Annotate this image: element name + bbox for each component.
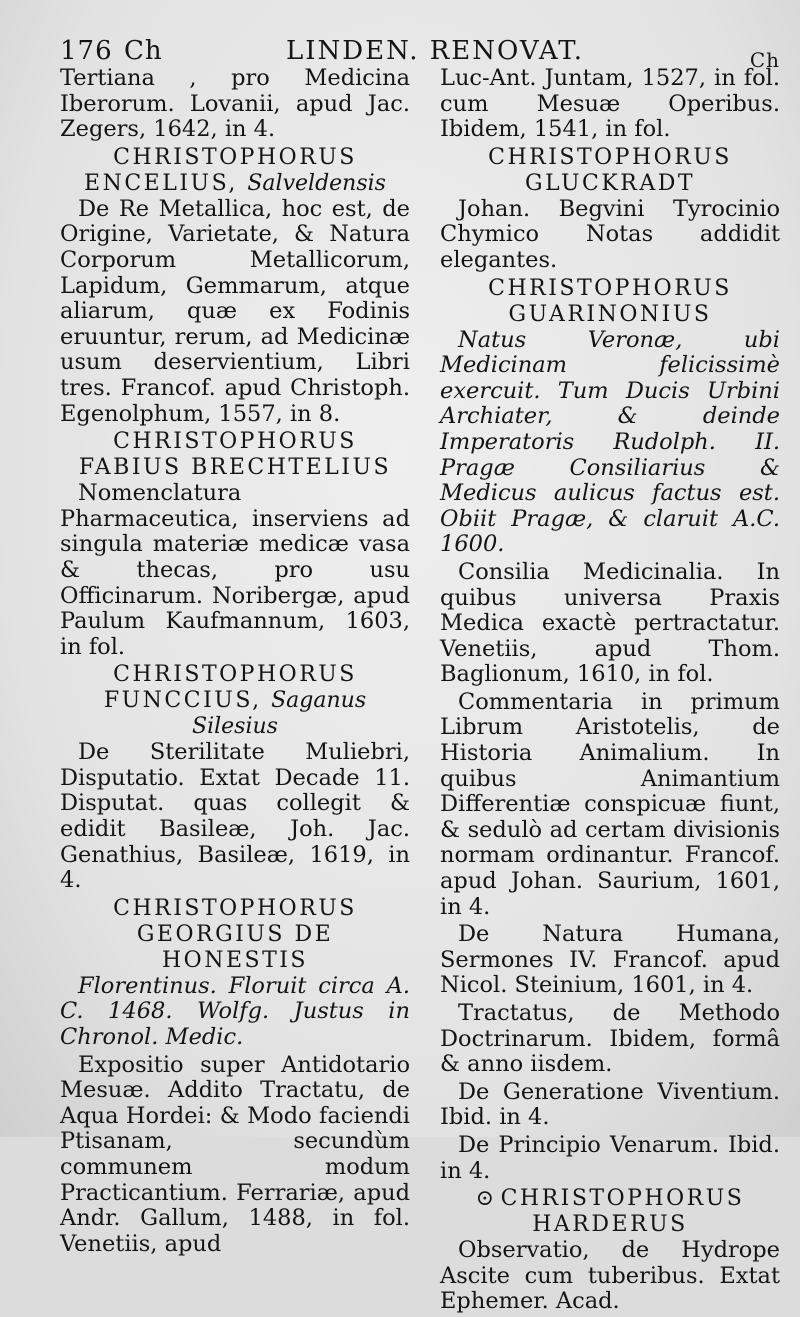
page-number: 176 [60,36,113,66]
entry-text: De Generatione Viventium. Ibid. in 4. [440,1078,780,1131]
entry-text: Observatio, de Hydrope Ascite cum tuberibus. Extat Ephemer. Acad. [440,1237,780,1315]
entry-text: Luc-Ant. Juntam, 1527, in fol. cum Mesuæ Operibus. Ibidem, 1541, in fol. [440,65,780,143]
entry-text: Commentaria in primum Librum Aristotelis, de Historia Animalium. In quibus Animantium Differentiæ conspicuæ fiunt, & sedulò ad certam divisionis normam ordinantur. Francof. apud Johan. Saurium, 1601, in 4. [440,688,780,920]
entry-text: Consilia Medicinalia. In quibus universa Praxis Medica exactè pertractatur. Venetiis, apud Thom. Baglionum, 1610, in fol. [440,558,780,688]
entry-text: Tertiana , pro Medicina Iberorum. Lovanii, apud Jac. Zegers, 1642, in 4. [60,65,410,143]
entry-heading [60,145,410,197]
entry-text: De Sterilitate Muliebri, Disputatio. Extat Decade 11. Disputat. quas collegit & edidit Basileæ, Joh. Jac. Genathius, Basileæ, 1619, in 4. [60,739,410,894]
running-head [60,30,780,72]
entry-heading-subtitle: Saganus Silesius [192,688,367,740]
entry-heading: CHRISTOPHORUS GUARINONIUS [488,275,732,327]
entry-text: De Principio Venarum. Ibid. in 4. [440,1131,780,1184]
entry-heading: CHRISTOPHORUS GLUCKRADT [488,144,732,196]
entry-heading [60,662,410,740]
entry-text: Nomenclatura Pharmaceutica, inserviens ad singula materiæ medicæ vasa & thecas, pro usu Officinarum. Noribergæ, apud Paulum Kaufmannum, 1603, in fol. [60,480,410,660]
running-title: LINDEN. RENOVAT. [286,36,585,66]
entry-biography: Florentinus. Floruit circa A. C. 1468. Wolfg. Justus in Chronol. Medic. [60,972,410,1051]
circle-dot-icon: ⊙ [475,1186,497,1212]
entry-heading-subtitle: Salveldensis [247,170,386,196]
entry-biography: Natus Veronæ, ubi Medicinam felicissimè exercuit. Tum Ducis Urbini Archiater, & deinde Imperatoris Rudolph. II. Pragæ Consiliarius & Medicus aulicus factus est. Obiit Pragæ, & claruit A.C. 1600. [440,326,780,558]
entry-text: De Natura Humana, Sermones IV. Francof. apud Nicol. Steinium, 1601, in 4. [440,921,780,999]
left-column [60,66,410,1259]
entry-heading: CHRISTOPHORUS GEORGIUS DE HONESTIS [113,895,357,973]
right-column [440,66,780,1317]
entry-heading: CHRISTOPHORUS FABIUS BRECHTELIUS [78,429,392,481]
entry-heading-name: CHRISTOPHORUS HARDERUS [500,1186,745,1238]
entry-text: Expositio super Antidotario Mesuæ. Addito Tractatu, de Aqua Hordei: & Modo faciendi Ptisanam, secundùm communem modum Practicantium. Ferrariæ, apud Andr. Gallum, 1488, in fol. Venetiis, apud [60,1051,410,1257]
entry-heading-name: CHRISTOPHORUS ENCELIUS, [84,144,357,196]
entry-text: Johan. Begvini Tyrocinio Chymico Notas addidit elegantes. [440,195,780,273]
section-abbr-left: Ch [124,36,163,66]
entry-heading [440,1186,780,1238]
section-abbr-right: Ch [749,48,780,72]
entry-text: Tractatus, de Methodo Doctrinarum. Ibidem, formâ & anno iisdem. [440,1000,780,1078]
entry-heading-name: CHRISTOPHORUS FUNCCIUS, [103,662,357,714]
entry-text: De Re Metallica, hoc est, de Origine, Varietate, & Natura Corporum Metallicorum, Lapidum, Gemmarum, atque aliarum, quæ ex Fodinis eruuntur, rerum, ad Medicinæ usum deservientium, Libri tres. Francof. apud Christoph. Egenolphum, 1557, in 8. [60,195,410,427]
